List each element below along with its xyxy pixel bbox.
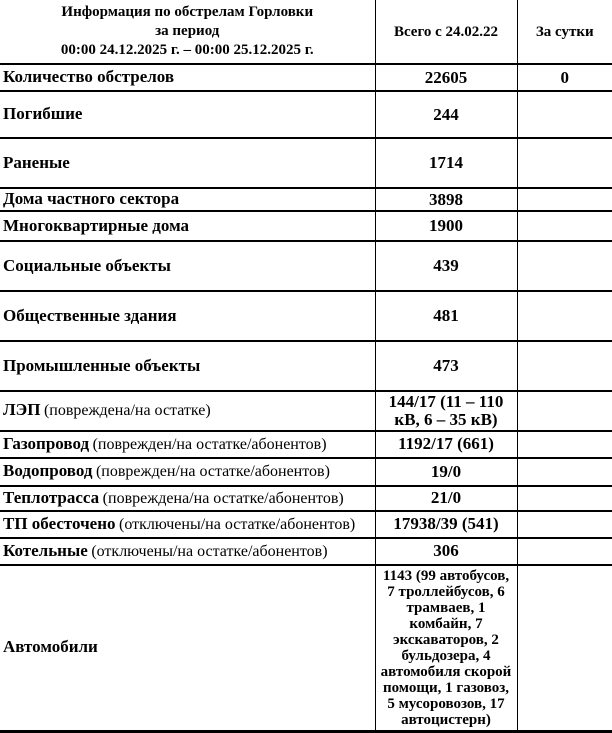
row-label: ТП обесточено [3,513,116,533]
total-value-cell: 439 [375,241,517,291]
row-label: Водопровод [3,461,93,481]
daily-value-cell [517,291,612,341]
total-value-cell: 1143 (99 автобусов, 7 троллейбусов, 6 трамваев, 1 комбайн, 7 экскаваторов, 2 бульдозера, 4 автомобиля скорой помощи, 1 газовоз, 5 мусоровозов, 17 автоцистерн) [375,565,517,732]
table-row [0,138,612,188]
report-title-line1: Информация по обстрелам Горловки [61,4,314,20]
row-label: Количество обстрелов [3,67,175,87]
report-title-line2: за период [155,23,220,39]
row-label-note: (поврежден/на остатке/абонентов) [92,435,327,453]
total-value-cell: 144/17 (11 – 110 кВ, 6 – 35 кВ) [375,391,517,431]
table-row [0,291,612,341]
row-label: Теплотрасса [3,487,100,507]
row-label-note: (отключены/на остатке/абонентов) [119,515,356,533]
table-row [0,188,612,211]
daily-value-cell [517,391,612,431]
total-value-cell: 244 [375,91,517,138]
column-header-total: Всего с 24.02.22 [375,0,517,64]
row-label-cell [0,391,375,431]
table-row [0,538,612,565]
row-label-cell [0,291,375,341]
row-label: Автомобили [3,637,98,657]
row-label: Погибшие [3,104,83,124]
daily-value-cell [517,458,612,486]
row-label-cell [0,211,375,241]
daily-value-cell [517,91,612,138]
row-label-cell [0,511,375,538]
row-label-cell [0,64,375,91]
daily-value-cell: 0 [517,64,612,91]
total-value-cell: 17938/39 (541) [375,511,517,538]
daily-value-cell [517,511,612,538]
total-value-cell: 1900 [375,211,517,241]
report-title [2,3,373,60]
total-value-cell: 1714 [375,138,517,188]
table-row [0,431,612,458]
row-label-cell [0,241,375,291]
table-row [0,458,612,486]
row-label-cell [0,138,375,188]
daily-value-cell [517,138,612,188]
row-label-note: (повреждена/на остатке/абонентов) [102,489,344,507]
daily-value-cell [517,431,612,458]
daily-value-cell [517,188,612,211]
total-value-cell: 21/0 [375,486,517,511]
row-label: Общественные здания [3,305,177,325]
column-header-daily: За сутки [517,0,612,64]
header-row [0,0,612,64]
total-value-cell: 3898 [375,188,517,211]
row-label-note: (поврежден/на остатке/абонентов) [95,463,330,481]
table-row [0,64,612,91]
total-value-cell: 306 [375,538,517,565]
row-label: Дома частного сектора [3,189,180,209]
daily-value-cell [517,211,612,241]
row-label: ЛЭП [3,400,41,420]
report-title-cell [0,0,375,64]
row-label: Котельные [3,540,88,560]
total-value-cell: 22605 [375,64,517,91]
daily-value-cell [517,341,612,391]
report-title-line3: 00:00 24.12.2025 г. – 00:00 25.12.2025 г. [60,42,314,58]
row-label: Промышленные объекты [3,355,201,375]
row-label-cell [0,458,375,486]
row-label-cell [0,565,375,732]
row-label: Газопровод [3,433,90,453]
total-value-cell: 481 [375,291,517,341]
daily-value-cell [517,241,612,291]
table-row [0,341,612,391]
daily-value-cell [517,538,612,565]
row-label: Раненые [3,152,70,172]
table-row [0,241,612,291]
row-label-cell [0,188,375,211]
row-label-cell [0,431,375,458]
table-row [0,511,612,538]
row-label-note: (повреждена/на остатке) [43,402,211,420]
row-label: Социальные объекты [3,255,171,275]
table-row [0,565,612,732]
table-row [0,486,612,511]
row-label-cell [0,91,375,138]
row-label-cell [0,486,375,511]
row-label-cell [0,538,375,565]
total-value-cell: 473 [375,341,517,391]
table-row [0,211,612,241]
row-label-note: (отключены/на остатке/абонентов) [91,542,328,560]
table-row [0,391,612,431]
table-row [0,91,612,138]
row-label: Многоквартирные дома [3,215,190,235]
total-value-cell: 1192/17 (661) [375,431,517,458]
daily-value-cell [517,565,612,732]
row-label-cell [0,341,375,391]
daily-value-cell [517,486,612,511]
total-value-cell: 19/0 [375,458,517,486]
